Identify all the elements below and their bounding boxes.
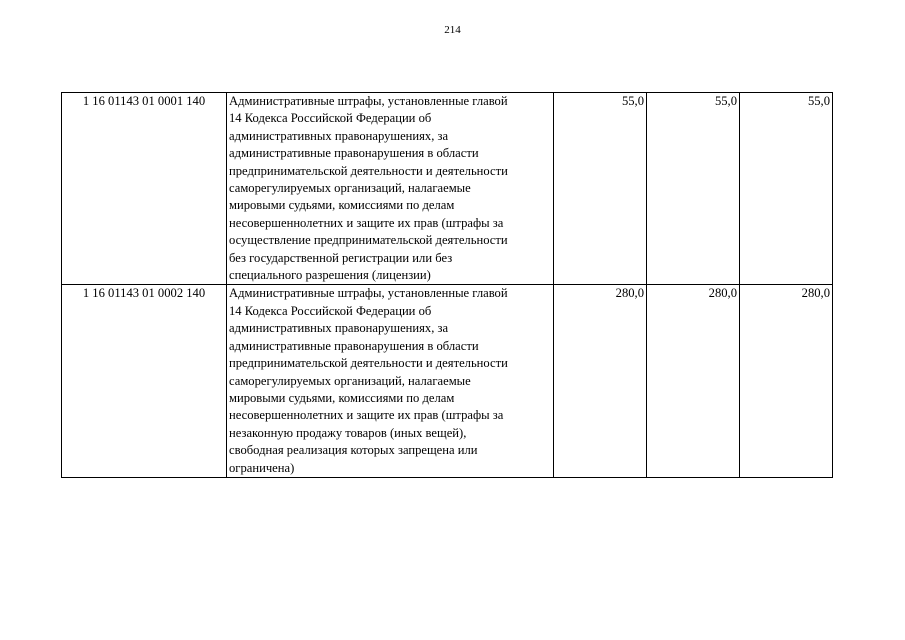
table-row — [62, 93, 833, 285]
description-line: несовершеннолетних и защите их прав (штрафы за — [229, 408, 504, 423]
amount-cell: 280,0 — [647, 285, 740, 477]
amount-cell: 280,0 — [554, 285, 647, 477]
description-line: 14 Кодекса Российской Федерации об — [229, 303, 432, 318]
amount-cell: 55,0 — [740, 93, 833, 285]
description-line: специального разрешения (лицензии) — [229, 268, 431, 283]
revenue-description — [227, 93, 554, 285]
description-line: осуществление предпринимательской деятельности — [229, 233, 508, 248]
description-line: 14 Кодекса Российской Федерации об — [229, 111, 432, 126]
budget-revenue-table — [61, 92, 833, 478]
amount-cell: 280,0 — [740, 285, 833, 477]
description-line: ограничена) — [229, 460, 295, 475]
description-line: несовершеннолетних и защите их прав (штрафы за — [229, 215, 504, 230]
description-line: предпринимательской деятельности и деятельности — [229, 163, 508, 178]
page-number: 214 — [444, 24, 461, 36]
description-line: административных правонарушениях, за — [229, 321, 449, 336]
description-line: саморегулируемых организаций, налагаемые — [229, 373, 471, 388]
description-line: административных правонарушениях, за — [229, 128, 449, 143]
description-line: административные правонарушения в области — [229, 338, 479, 353]
description-line: саморегулируемых организаций, налагаемые — [229, 181, 471, 196]
description-line: Административные штрафы, установленные главой — [229, 94, 508, 108]
description-line: мировыми судьями, комиссиями по делам — [229, 390, 455, 405]
description-line: предпринимательской деятельности и деятельности — [229, 356, 508, 371]
description-line: свободная реализация которых запрещена или — [229, 443, 478, 458]
amount-cell: 55,0 — [554, 93, 647, 285]
description-line: мировыми судьями, комиссиями по делам — [229, 198, 455, 213]
budget-classification-code: 1 16 01143 01 0002 140 — [62, 285, 227, 477]
table-row — [62, 285, 833, 477]
revenue-description — [227, 285, 554, 477]
description-line: без государственной регистрации или без — [229, 250, 453, 265]
budget-classification-code: 1 16 01143 01 0001 140 — [62, 93, 227, 285]
amount-cell: 55,0 — [647, 93, 740, 285]
description-line: незаконную продажу товаров (иных вещей), — [229, 425, 467, 440]
description-line: административные правонарушения в области — [229, 146, 479, 161]
description-line: Административные штрафы, установленные главой — [229, 286, 508, 301]
